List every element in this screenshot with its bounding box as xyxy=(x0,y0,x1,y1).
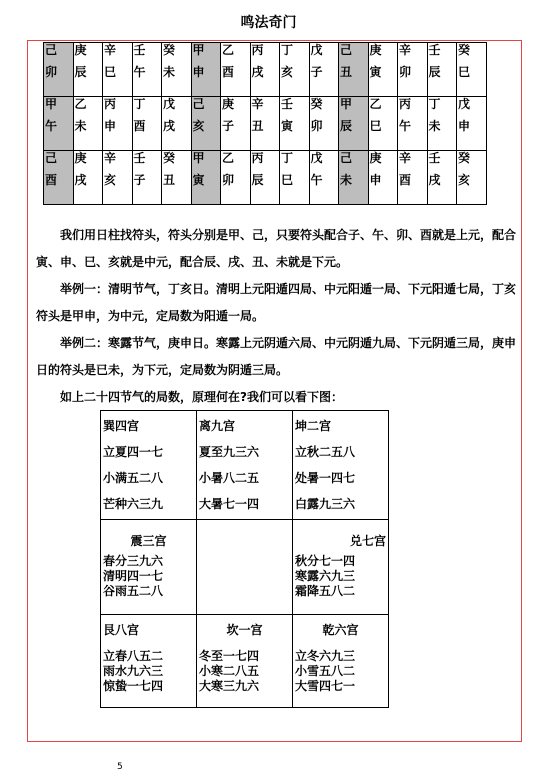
ganzhi-cell xyxy=(103,151,133,205)
ganzhi-branch: 辰 xyxy=(340,119,353,133)
ganzhi-stem: 壬 xyxy=(428,151,441,165)
ganzhi-cell xyxy=(162,97,192,151)
palace-gen8: 艮八宫 立春八五二 雨水九六三 惊蛰一七四 xyxy=(101,615,197,708)
ganzhi-branch: 未 xyxy=(163,65,176,79)
ganzhi-branch: 巳 xyxy=(281,173,294,187)
ganzhi-stem: 癸 xyxy=(163,151,176,165)
ganzhi-branch: 未 xyxy=(428,119,441,133)
ganzhi-branch: 寅 xyxy=(192,173,205,187)
ganzhi-branch: 申 xyxy=(458,119,471,133)
paragraph-fu-tou: 我们用日柱找符头，符头分别是甲、己，只要符头配合子、午、卯、酉就是上元，配合寅、申、巳、亥就是中元，配合辰、戌、丑、未就是下元。 xyxy=(36,228,517,269)
ganzhi-stem: 己 xyxy=(192,97,205,111)
ganzhi-branch: 丑 xyxy=(340,65,353,79)
ganzhi-stem: 乙 xyxy=(74,97,87,111)
ganzhi-cell xyxy=(309,97,339,151)
ganzhi-stem: 庚 xyxy=(222,97,235,111)
ganzhi-branch: 丑 xyxy=(163,173,176,187)
ganzhi-branch: 戌 xyxy=(251,65,264,79)
ganzhi-branch: 午 xyxy=(133,65,146,79)
ganzhi-stem: 壬 xyxy=(428,43,441,57)
ganzhi-stem: 戊 xyxy=(310,151,323,165)
ganzhi-stem: 辛 xyxy=(399,151,412,165)
ganzhi-cell xyxy=(427,43,457,97)
paragraph-example-two: 举例二：寒露节气，庚申日。寒露上元阴遁六局、中元阴遁九局、下元阴遁三局，庚申日的符头是已未，为下元，定局数为阴遁三局。 xyxy=(36,336,517,377)
body-text xyxy=(36,222,522,411)
ganzhi-cell xyxy=(280,151,310,205)
ganzhi-branch: 午 xyxy=(399,119,412,133)
ganzhi-stem: 己 xyxy=(340,151,353,165)
ganzhi-stem: 乙 xyxy=(369,97,382,111)
ganzhi-branch: 寅 xyxy=(281,119,294,133)
ganzhi-stem: 辛 xyxy=(104,151,117,165)
ganzhi-branch: 巳 xyxy=(369,119,382,133)
ganzhi-stem: 丁 xyxy=(428,97,441,111)
ganzhi-branch: 亥 xyxy=(281,65,294,79)
ganzhi-branch: 午 xyxy=(310,173,323,187)
palace-dui7: 兑七宫 秋分七一四 寒露六九三 霜降五八二 xyxy=(293,520,389,615)
ganzhi-branch: 亥 xyxy=(192,119,205,133)
paragraph-example-one: 举例一：清明节气，丁亥日。清明上元阳遁四局、中元阳遁一局、下元阳遁七局，丁亥符头是甲申，为中元，定局数为阳遁一局。 xyxy=(36,282,517,323)
ganzhi-branch: 寅 xyxy=(369,65,382,79)
ganzhi-cell xyxy=(368,151,398,205)
ganzhi-cell xyxy=(44,151,74,205)
ganzhi-cell xyxy=(339,43,369,97)
ganzhi-cell xyxy=(280,43,310,97)
ganzhi-cell xyxy=(132,97,162,151)
ganzhi-cell xyxy=(132,151,162,205)
ganzhi-branch: 申 xyxy=(104,119,117,133)
ganzhi-stem: 辛 xyxy=(104,43,117,57)
ganzhi-branch: 子 xyxy=(310,65,323,79)
ganzhi-branch: 酉 xyxy=(399,173,412,187)
ganzhi-cell xyxy=(427,97,457,151)
ganzhi-cell xyxy=(73,151,103,205)
paragraph-intro-diagram: 如上二十四节气的局数，原理何在?我们可以看下图： xyxy=(60,390,343,404)
ganzhi-cell xyxy=(457,97,487,151)
ganzhi-stem: 乙 xyxy=(222,43,235,57)
ganzhi-branch: 巳 xyxy=(104,65,117,79)
ganzhi-branch: 戌 xyxy=(163,119,176,133)
ganzhi-cell xyxy=(398,151,428,205)
ganzhi-stem: 癸 xyxy=(458,151,471,165)
ganzhi-cell xyxy=(457,43,487,97)
ganzhi-row xyxy=(44,151,487,205)
ganzhi-cell xyxy=(280,97,310,151)
ganzhi-stem: 甲 xyxy=(192,151,205,165)
ganzhi-stem: 己 xyxy=(45,43,58,57)
ganzhi-cell xyxy=(309,151,339,205)
ganzhi-stem: 戊 xyxy=(458,97,471,111)
ganzhi-cell xyxy=(103,97,133,151)
ganzhi-cell xyxy=(398,43,428,97)
ganzhi-row xyxy=(44,43,487,97)
ganzhi-cell xyxy=(191,97,221,151)
ganzhi-cell xyxy=(44,43,74,97)
ganzhi-stem: 庚 xyxy=(74,43,87,57)
ganzhi-cell xyxy=(73,97,103,151)
ganzhi-cell xyxy=(221,151,251,205)
ganzhi-cell xyxy=(368,43,398,97)
ganzhi-cell xyxy=(250,97,280,151)
page-number: 5 xyxy=(117,762,123,772)
ganzhi-branch: 子 xyxy=(133,173,146,187)
ganzhi-branch: 卯 xyxy=(399,65,412,79)
ganzhi-branch: 午 xyxy=(45,119,58,133)
ganzhi-branch: 未 xyxy=(74,119,87,133)
palace-kun2: 坤二宫 立秋二五八 处暑一四七 白露九三六 xyxy=(293,411,389,520)
ganzhi-branch: 酉 xyxy=(133,119,146,133)
palace-kan1: 坎一宫 冬至一七四 小寒二八五 大寒三九六 xyxy=(197,615,293,708)
palace-qian6: 乾六宫 立冬六九三 小雪五八二 大雪四七一 xyxy=(293,615,389,708)
ganzhi-cell xyxy=(132,43,162,97)
ganzhi-stem: 己 xyxy=(45,151,58,165)
ganzhi-cell xyxy=(103,43,133,97)
ganzhi-stem: 癸 xyxy=(458,43,471,57)
ganzhi-branch: 丑 xyxy=(251,119,264,133)
ganzhi-stem: 丁 xyxy=(281,43,294,57)
ganzhi-cell xyxy=(368,97,398,151)
ganzhi-cell xyxy=(250,151,280,205)
nine-palace-table xyxy=(100,410,389,708)
ganzhi-branch: 亥 xyxy=(458,173,471,187)
ganzhi-stem: 甲 xyxy=(340,97,353,111)
page-title: 鸣法奇门 xyxy=(240,15,297,31)
ganzhi-branch: 辰 xyxy=(251,173,264,187)
ganzhi-branch: 卯 xyxy=(310,119,323,133)
ganzhi-stem: 庚 xyxy=(74,151,87,165)
ganzhi-stem: 丙 xyxy=(399,97,412,111)
ganzhi-stem: 癸 xyxy=(310,97,323,111)
ganzhi-cell xyxy=(339,97,369,151)
ganzhi-stem: 丁 xyxy=(133,97,146,111)
ganzhi-stem: 庚 xyxy=(369,43,382,57)
ganzhi-stem: 辛 xyxy=(251,97,264,111)
ganzhi-branch: 申 xyxy=(369,173,382,187)
ganzhi-branch: 酉 xyxy=(222,65,235,79)
ganzhi-cell xyxy=(162,43,192,97)
ganzhi-stem: 癸 xyxy=(163,43,176,57)
ganzhi-cell xyxy=(398,97,428,151)
palace-center xyxy=(197,520,293,615)
ganzhi-branch: 辰 xyxy=(74,65,87,79)
ganzhi-branch: 巳 xyxy=(458,65,471,79)
ganzhi-stem: 壬 xyxy=(133,151,146,165)
ganzhi-row xyxy=(44,97,487,151)
ganzhi-branch: 卯 xyxy=(222,173,235,187)
ganzhi-branch: 子 xyxy=(222,119,235,133)
ganzhi-branch: 辰 xyxy=(428,65,441,79)
ganzhi-branch: 酉 xyxy=(45,173,58,187)
ganzhi-cell xyxy=(44,97,74,151)
ganzhi-stem: 甲 xyxy=(192,43,205,57)
ganzhi-branch: 申 xyxy=(192,65,205,79)
ganzhi-cell xyxy=(427,151,457,205)
ganzhi-stem: 丙 xyxy=(251,43,264,57)
ganzhi-stem: 己 xyxy=(340,43,353,57)
ganzhi-table xyxy=(43,42,487,205)
ganzhi-cell xyxy=(250,43,280,97)
ganzhi-stem: 乙 xyxy=(222,151,235,165)
ganzhi-cell xyxy=(191,43,221,97)
ganzhi-cell xyxy=(73,43,103,97)
ganzhi-cell xyxy=(457,151,487,205)
ganzhi-branch: 亥 xyxy=(104,173,117,187)
palace-li9: 离九宫 夏至九三六 小暑八二五 大暑七一四 xyxy=(197,411,293,520)
palace-zhen3: 震三宫 春分三九六 清明四一七 谷雨五二八 xyxy=(101,520,197,615)
ganzhi-stem: 甲 xyxy=(45,97,58,111)
ganzhi-cell xyxy=(339,151,369,205)
ganzhi-stem: 壬 xyxy=(133,43,146,57)
ganzhi-branch: 未 xyxy=(340,173,353,187)
ganzhi-stem: 庚 xyxy=(369,151,382,165)
ganzhi-stem: 丁 xyxy=(281,151,294,165)
ganzhi-stem: 戊 xyxy=(310,43,323,57)
ganzhi-cell xyxy=(191,151,221,205)
ganzhi-stem: 壬 xyxy=(281,97,294,111)
ganzhi-stem: 丙 xyxy=(251,151,264,165)
palace-xun4: 巽四宫 立夏四一七 小满五二八 芒种六三九 xyxy=(101,411,197,520)
ganzhi-cell xyxy=(162,151,192,205)
ganzhi-stem: 辛 xyxy=(399,43,412,57)
ganzhi-branch: 戌 xyxy=(428,173,441,187)
ganzhi-branch: 戌 xyxy=(74,173,87,187)
ganzhi-branch: 卯 xyxy=(45,65,58,79)
ganzhi-cell xyxy=(221,43,251,97)
ganzhi-cell xyxy=(221,97,251,151)
ganzhi-cell xyxy=(309,43,339,97)
ganzhi-stem: 戊 xyxy=(163,97,176,111)
ganzhi-stem: 丙 xyxy=(104,97,117,111)
